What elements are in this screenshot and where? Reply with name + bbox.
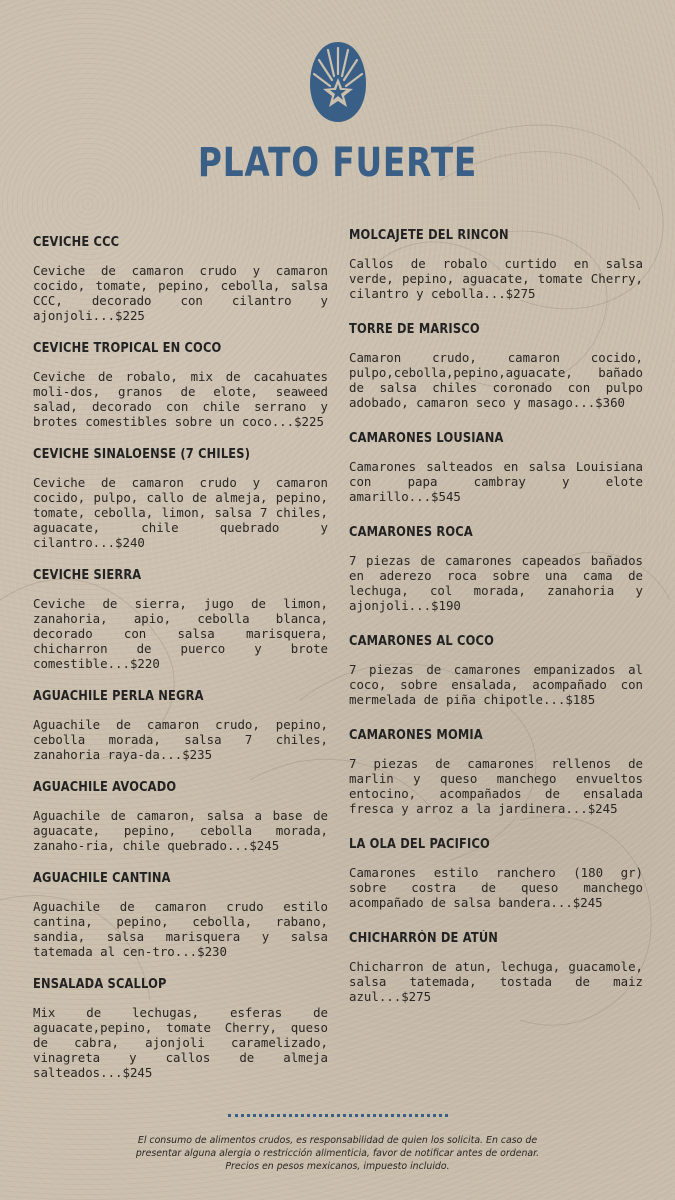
menu-item <box>33 568 328 671</box>
menu-item-name: AGUACHILE CANTINA <box>33 871 171 886</box>
menu-item <box>349 931 643 1004</box>
menu-item <box>33 977 328 1080</box>
menu-item-description: 7 piezas de camarones rellenos de marlin y queso manchego envueltos entocino, acompañados de ensalada fresca y arroz a la jardinera...$245 <box>349 756 643 816</box>
menu-item-description: Aguachile de camaron, salsa a base de aguacate, pepino, cebolla morada, zanaho-ria, chile quebrado...$245 <box>33 808 328 853</box>
menu-item-description: Ceviche de camaron crudo y camaron cocido, tomate, pepino, cebolla, salsa CCC, decorado con cilantro y ajonjoli...$225 <box>33 263 328 323</box>
menu-item-name: CAMARONES MOMIA <box>349 728 483 743</box>
menu-item-description: 7 piezas de camarones capeados bañados en aderezo roca sobre una cama de lechuga, col morada, zanahoria y ajonjoli...$190 <box>349 553 643 613</box>
menu-item-description: Mix de lechugas, esferas de aguacate,pepino, tomate Cherry, queso de cabra, ajonjoli caramelizado, vinagreta y callos de almeja salteados...$245 <box>33 1005 328 1080</box>
footer-line: Precios en pesos mexicanos, impuesto incluido. <box>225 1161 450 1172</box>
menu-item-name: MOLCAJETE DEL RINCON <box>349 228 509 243</box>
menu-item <box>349 837 643 910</box>
menu-item-name: TORRE DE MARISCO <box>349 322 480 337</box>
menu-column-right <box>349 228 643 1025</box>
menu-item-description: Chicharron de atun, lechuga, guacamole, salsa tatemada, tostada de maiz azul...$275 <box>349 959 643 1004</box>
menu-column-left <box>33 235 328 1098</box>
footer-disclaimer <box>100 1134 575 1173</box>
menu-item-name: CAMARONES ROCA <box>349 525 473 540</box>
menu-item <box>33 780 328 853</box>
menu-item <box>33 341 328 429</box>
menu-item <box>349 728 643 816</box>
menu-item <box>349 525 643 613</box>
menu-item-name: CEVICHE SINALOENSE (7 CHILES) <box>33 447 251 462</box>
menu-item-description: Aguachile de camaron crudo, pepino, cebolla morada, salsa 7 chiles, zanahoria raya-da...$235 <box>33 717 328 762</box>
menu-item-description: Camarones estilo ranchero (180 gr) sobre costra de queso manchego acompañado de salsa bandera...$245 <box>349 865 643 910</box>
menu-item-name: CAMARONES AL COCO <box>349 634 494 649</box>
menu-item-description: Camaron crudo, camaron cocido, pulpo,cebolla,pepino,aguacate, bañado de salsa chiles coronado con pulpo adobado, camaron seco y masago...$360 <box>349 350 643 410</box>
menu-item-name: LA OLA DEL PACIFICO <box>349 837 490 852</box>
menu-item-description: Ceviche de camaron crudo y camaron cocido, pulpo, callo de almeja, pepino, tomate, cebolla, limon, salsa 7 chiles, aguacate, chile quebrado y cilantro...$240 <box>33 475 328 550</box>
menu-item-name: CHICHARRÓN DE ATÚN <box>349 931 499 946</box>
menu-item-description: Ceviche de robalo, mix de cacahuates moli-dos, granos de elote, seaweed salad, decorado con chile serrano y brotes comestibles sobre un coco...$225 <box>33 369 328 429</box>
menu-item-name: CEVICHE TROPICAL EN COCO <box>33 341 222 356</box>
menu-item <box>33 235 328 323</box>
menu-item-name: AGUACHILE PERLA NEGRA <box>33 689 204 704</box>
menu-item-name: AGUACHILE AVOCADO <box>33 780 177 795</box>
menu-item-name: ENSALADA SCALLOP <box>33 977 167 992</box>
menu-item <box>349 322 643 410</box>
menu-item-description: Camarones salteados en salsa Louisiana con papa cambray y elote amarillo...$545 <box>349 459 643 504</box>
menu-item <box>349 431 643 504</box>
shell-logo-icon <box>306 40 370 124</box>
menu-item-description: Ceviche de sierra, jugo de limon, zanahoria, apio, cebolla blanca, decorado con salsa marisquera, chicharron de puerco y brote comestible...$220 <box>33 596 328 671</box>
menu-item <box>349 634 643 707</box>
footer-line: El consumo de alimentos crudos, es responsabilidad de quien los solicita. En caso de <box>137 1135 538 1146</box>
menu-item <box>349 228 643 301</box>
menu-item <box>33 447 328 550</box>
menu-item-description: 7 piezas de camarones empanizados al coco, sobre ensalada, acompañado con mermelada de piña chipotle...$185 <box>349 662 643 707</box>
menu-item-name: CEVICHE CCC <box>33 235 120 250</box>
footer-line: presentar alguna alergia o restricción alimenticia, favor de notificar antes de ordenar. <box>135 1148 540 1159</box>
menu-item-description: Callos de robalo curtido en salsa verde, pepino, aguacate, tomate Cherry, cilantro y cebolla...$275 <box>349 256 643 301</box>
menu-item-name: CAMARONES LOUSIANA <box>349 431 504 446</box>
menu-item-description: Aguachile de camaron crudo estilo cantina, pepino, cebolla, rabano, sandia, salsa marisquera y salsa tatemada al cen-tro...$230 <box>33 899 328 959</box>
menu-item <box>33 689 328 762</box>
dotted-divider <box>228 1114 448 1119</box>
page-title: PLATO FUERTE <box>197 140 478 186</box>
menu-item-name: CEVICHE SIERRA <box>33 568 142 583</box>
menu-item <box>33 871 328 959</box>
